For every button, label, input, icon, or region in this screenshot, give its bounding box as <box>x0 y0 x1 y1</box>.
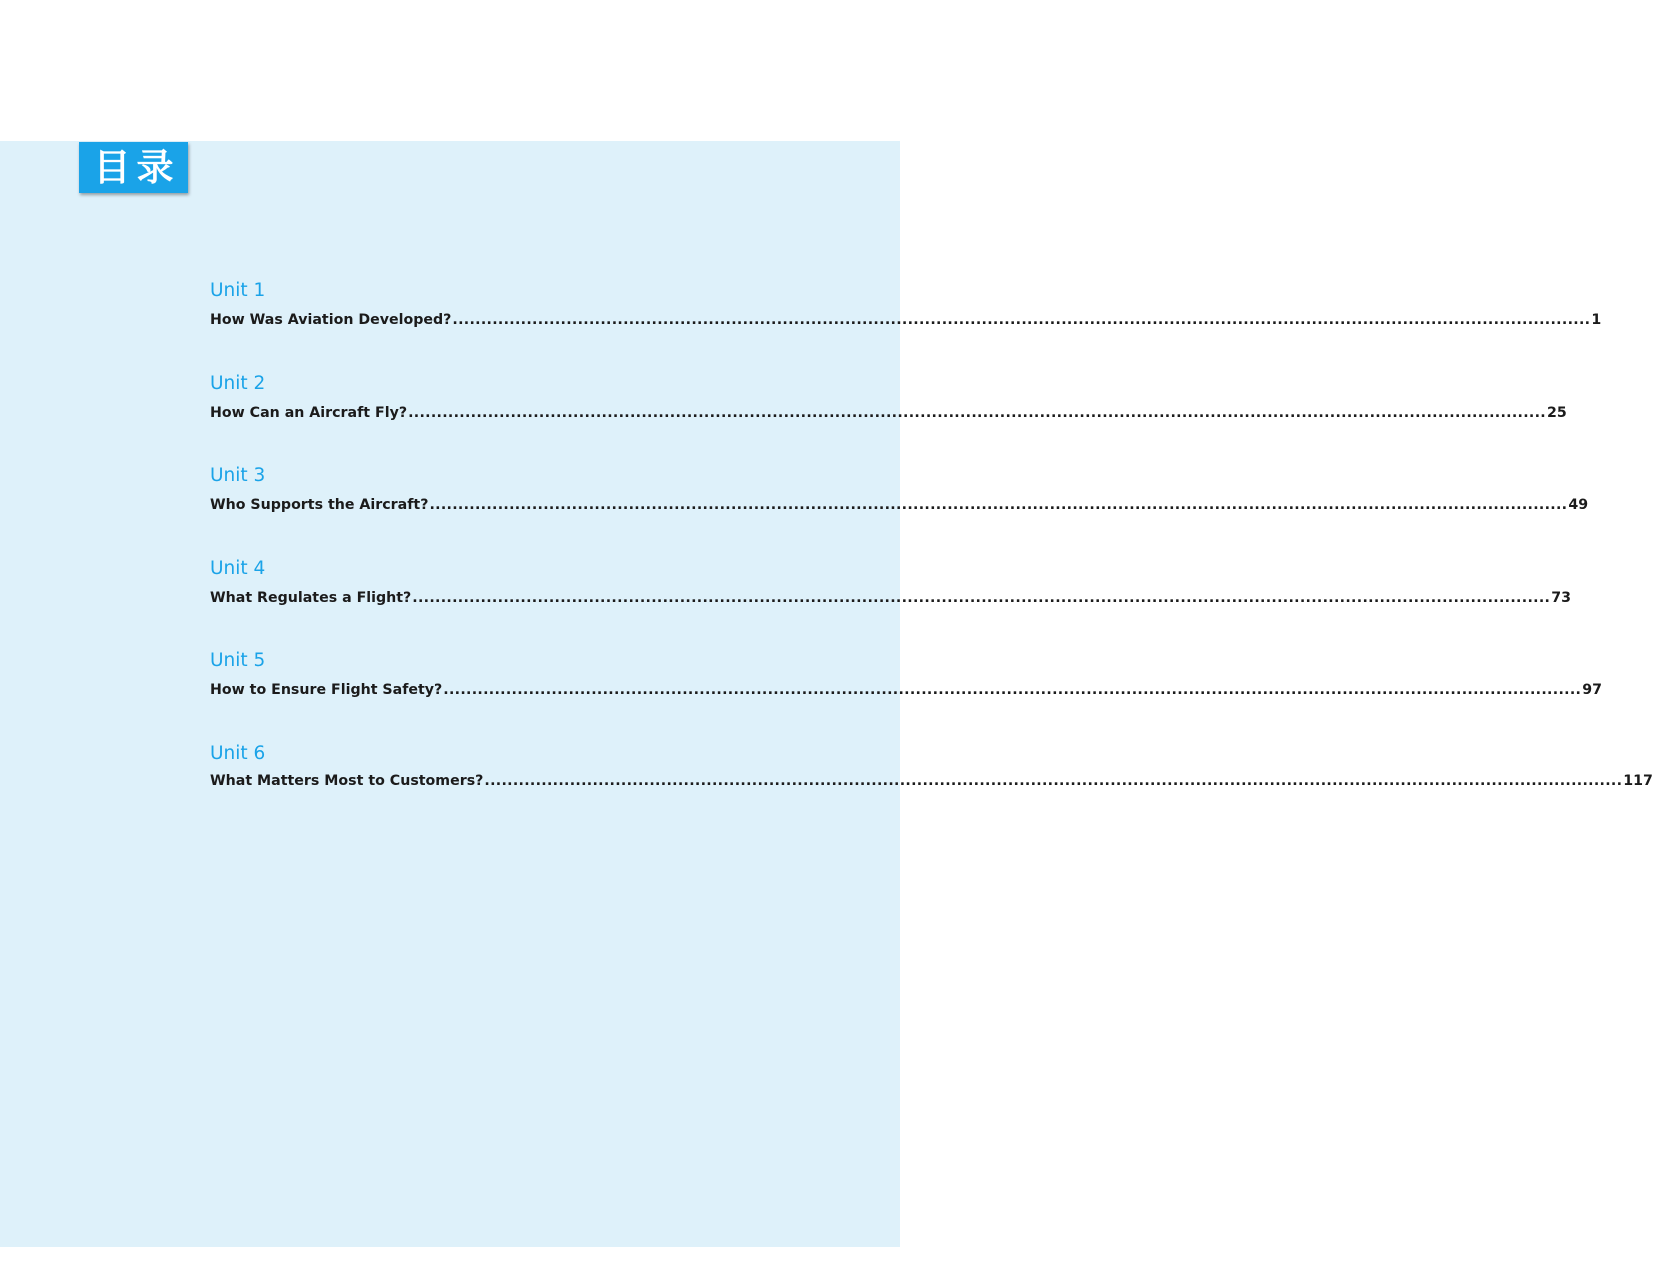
unit-label: Unit 3 <box>210 465 266 486</box>
toc-entry-unit-6[interactable] <box>210 742 1653 791</box>
chapter-title: What Regulates a Flight? <box>210 590 412 606</box>
page-number: 73 <box>1551 590 1571 606</box>
contents-title-badge: 目录 <box>79 142 188 193</box>
chapter-title: How to Ensure Flight Safety? <box>210 682 443 698</box>
dot-leader: ........................................................................................................................................................................................................ <box>452 312 1591 328</box>
chapter-title: How Was Aviation Developed? <box>210 312 452 328</box>
toc-line[interactable] <box>210 680 1602 700</box>
dot-leader: ........................................................................................................................................................................................................ <box>443 682 1582 698</box>
page-number: 97 <box>1582 682 1602 698</box>
page-number: 117 <box>1623 773 1653 789</box>
unit-label: Unit 4 <box>210 558 266 579</box>
toc-entry-unit-5[interactable] <box>210 649 1602 700</box>
toc-line[interactable] <box>210 310 1602 330</box>
toc-line[interactable] <box>210 588 1571 608</box>
toc-line[interactable] <box>210 771 1653 791</box>
chapter-title: Who Supports the Aircraft? <box>210 497 429 513</box>
dot-leader: ........................................................................................................................................................................................................ <box>408 405 1546 421</box>
toc-line[interactable] <box>210 495 1589 515</box>
unit-label: Unit 5 <box>210 650 266 671</box>
dot-leader: ........................................................................................................................................................................................................ <box>484 773 1623 789</box>
toc-entry-unit-2[interactable] <box>210 372 1567 423</box>
chapter-title: What Matters Most to Customers? <box>210 773 484 789</box>
toc-entry-unit-3[interactable] <box>210 464 1589 515</box>
toc-line[interactable] <box>210 403 1567 423</box>
dot-leader: ........................................................................................................................................................................................................ <box>412 590 1551 606</box>
toc-entry-unit-1[interactable] <box>210 279 1602 330</box>
unit-label: Unit 2 <box>210 373 266 394</box>
chapter-title: How Can an Aircraft Fly? <box>210 405 408 421</box>
unit-label: Unit 6 <box>210 743 266 764</box>
page-number: 49 <box>1568 497 1589 513</box>
dot-leader: ........................................................................................................................................................................................................ <box>429 497 1568 513</box>
page-number: 1 <box>1591 312 1602 328</box>
unit-label: Unit 1 <box>210 280 266 301</box>
page-number: 25 <box>1546 405 1567 421</box>
toc-entry-unit-4[interactable] <box>210 557 1571 608</box>
